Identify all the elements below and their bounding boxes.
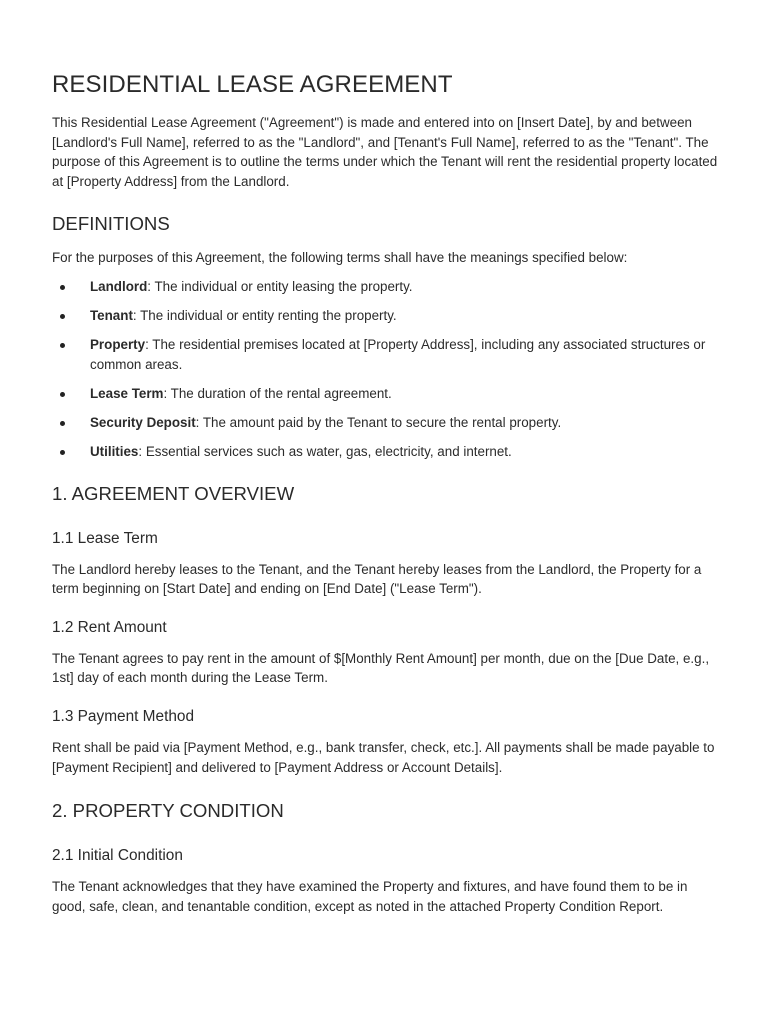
- section-2-heading: 2. PROPERTY CONDITION: [52, 800, 284, 822]
- section-1-2-text: The Tenant agrees to pay rent in the amount of $[Monthly Rent Amount] per month, due on the [Due Date, e.g., 1st] day of each month during the Lease Term.: [52, 650, 710, 686]
- intro-paragraph: This Residential Lease Agreement ("Agreement") is made and entered into on [Insert Date], by and between [Landlord's Full Name], referred to as the "Landlord", and [Tenant's Full Name], referred to as the "Tenant". The purpose of this Agreement is to outline the terms under which the Tenant will rent the residential property located at [Property Address] from the Landlord.: [52, 115, 718, 189]
- definition-item: [52, 413, 724, 433]
- definition-term: Tenant: [90, 308, 133, 324]
- definition-term: Property: [90, 337, 146, 353]
- definition-text: : The residential premises located at [Property Address], including any associated structures or common areas.: [90, 337, 706, 372]
- definition-term: Security Deposit: [90, 414, 196, 430]
- definition-term: Landlord: [90, 278, 148, 294]
- definition-item: [52, 384, 724, 404]
- definition-item: [52, 335, 724, 374]
- definition-text: : Essential services such as water, gas, electricity, and internet.: [138, 444, 512, 460]
- section-1-3-text: Rent shall be paid via [Payment Method, e.g., bank transfer, check, etc.]. All payments shall be made payable to [Payment Recipient] and delivered to [Payment Address or Account Details].: [52, 740, 715, 775]
- section-1-2-heading: 1.2 Rent Amount: [52, 618, 167, 636]
- definition-text: : The amount paid by the Tenant to secure the rental property.: [195, 414, 562, 430]
- definition-item: [52, 306, 724, 326]
- bullet-icon: [60, 421, 65, 426]
- definitions-lead: For the purposes of this Agreement, the following terms shall have the meanings specified below:: [52, 250, 628, 266]
- bullet-icon: [60, 285, 65, 290]
- section-1-1-text: The Landlord hereby leases to the Tenant, and the Tenant hereby leases from the Landlord, the Property for a term beginning on [Start Date] and ending on [End Date] ("Lease Term").: [52, 561, 702, 597]
- definitions-heading: DEFINITIONS: [52, 213, 170, 235]
- definition-term: Lease Term: [90, 385, 164, 401]
- bullet-icon: [60, 450, 65, 455]
- definitions-list: [52, 277, 724, 462]
- definition-item: [52, 442, 724, 462]
- section-1-1-heading: 1.1 Lease Term: [52, 529, 158, 547]
- definition-text: : The individual or entity leasing the property.: [147, 278, 413, 294]
- bullet-icon: [60, 392, 65, 397]
- definition-text: : The duration of the rental agreement.: [163, 385, 392, 401]
- definition-text: : The individual or entity renting the property.: [132, 308, 397, 324]
- bullet-icon: [60, 343, 65, 348]
- definition-item: [52, 277, 724, 297]
- bullet-icon: [60, 314, 65, 319]
- section-1-heading: 1. AGREEMENT OVERVIEW: [52, 482, 295, 504]
- document-page: [52, 70, 724, 916]
- section-2-1-heading: 2.1 Initial Condition: [52, 847, 183, 865]
- section-2-1-text: The Tenant acknowledges that they have examined the Property and fixtures, and have found them to be in good, safe, clean, and tenantable condition, except as noted in the attached Property Condition Report.: [52, 879, 688, 914]
- document-title: RESIDENTIAL LEASE AGREEMENT: [52, 71, 453, 98]
- section-1-3-heading: 1.3 Payment Method: [52, 708, 195, 725]
- definition-term: Utilities: [90, 444, 139, 460]
